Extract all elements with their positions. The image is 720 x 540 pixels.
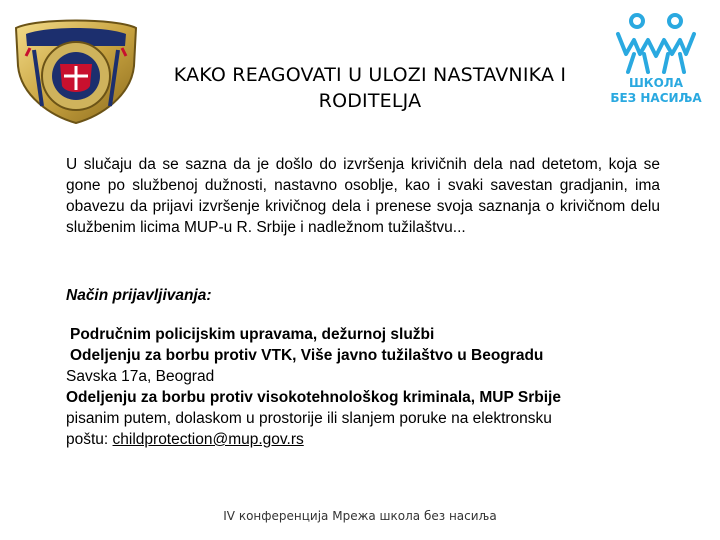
footer-text: IV конференција Мрежа школа без насиља [223, 509, 497, 523]
title-line-1: KAKO REAGOVATI U ULOZI NASTAVNIKA I [173, 64, 567, 86]
intro-paragraph: U slučaju da se sazna da je došlo do izvršenja krivičnih dela nad detetom, koja se gone po službenoj dužnosti, nastavno osoblje, kao i svaki savestan gradjanin, ima obavezu da prijavi izvršenje krivičnog dela i prenese svoja saznanja o krivičnom delu službenim licima MUP-u R. Srbije i nadležnom tužilaštvu... [66, 156, 660, 236]
email-link[interactable]: childprotection@mup.gov.rs [112, 431, 304, 448]
title-line-2: RODITELJA [318, 90, 422, 112]
reporting-line-6 [66, 429, 666, 450]
reporting-line-2: Odeljenju za borbu protiv VTK, Više javno tužilaštvo u Beogradu [70, 347, 544, 364]
email-prefix: poštu: [66, 431, 113, 448]
reporting-line-5: pisanim putem, dolaskom u prostorije ili slanjem poruke na elektronsku [66, 410, 552, 427]
ministry-police-badge-icon [6, 6, 146, 126]
reporting-line-4: Odeljenju za borbu protiv visokotehnološkog kriminala, MUP Srbije [66, 389, 561, 406]
reporting-method-heading: Način prijavljivanja: [66, 287, 212, 304]
logo-text-line-2: БЕЗ НАСИЉА [610, 91, 702, 105]
logo-text [604, 76, 708, 106]
logo-text-line-1: ШКОЛА [628, 76, 684, 90]
reporting-line-3: Savska 17a, Beograd [66, 368, 215, 385]
page-title [150, 62, 590, 114]
reporting-list [66, 324, 666, 450]
reporting-line-1: Područnim policijskim upravama, dežurnoj službi [70, 326, 435, 343]
